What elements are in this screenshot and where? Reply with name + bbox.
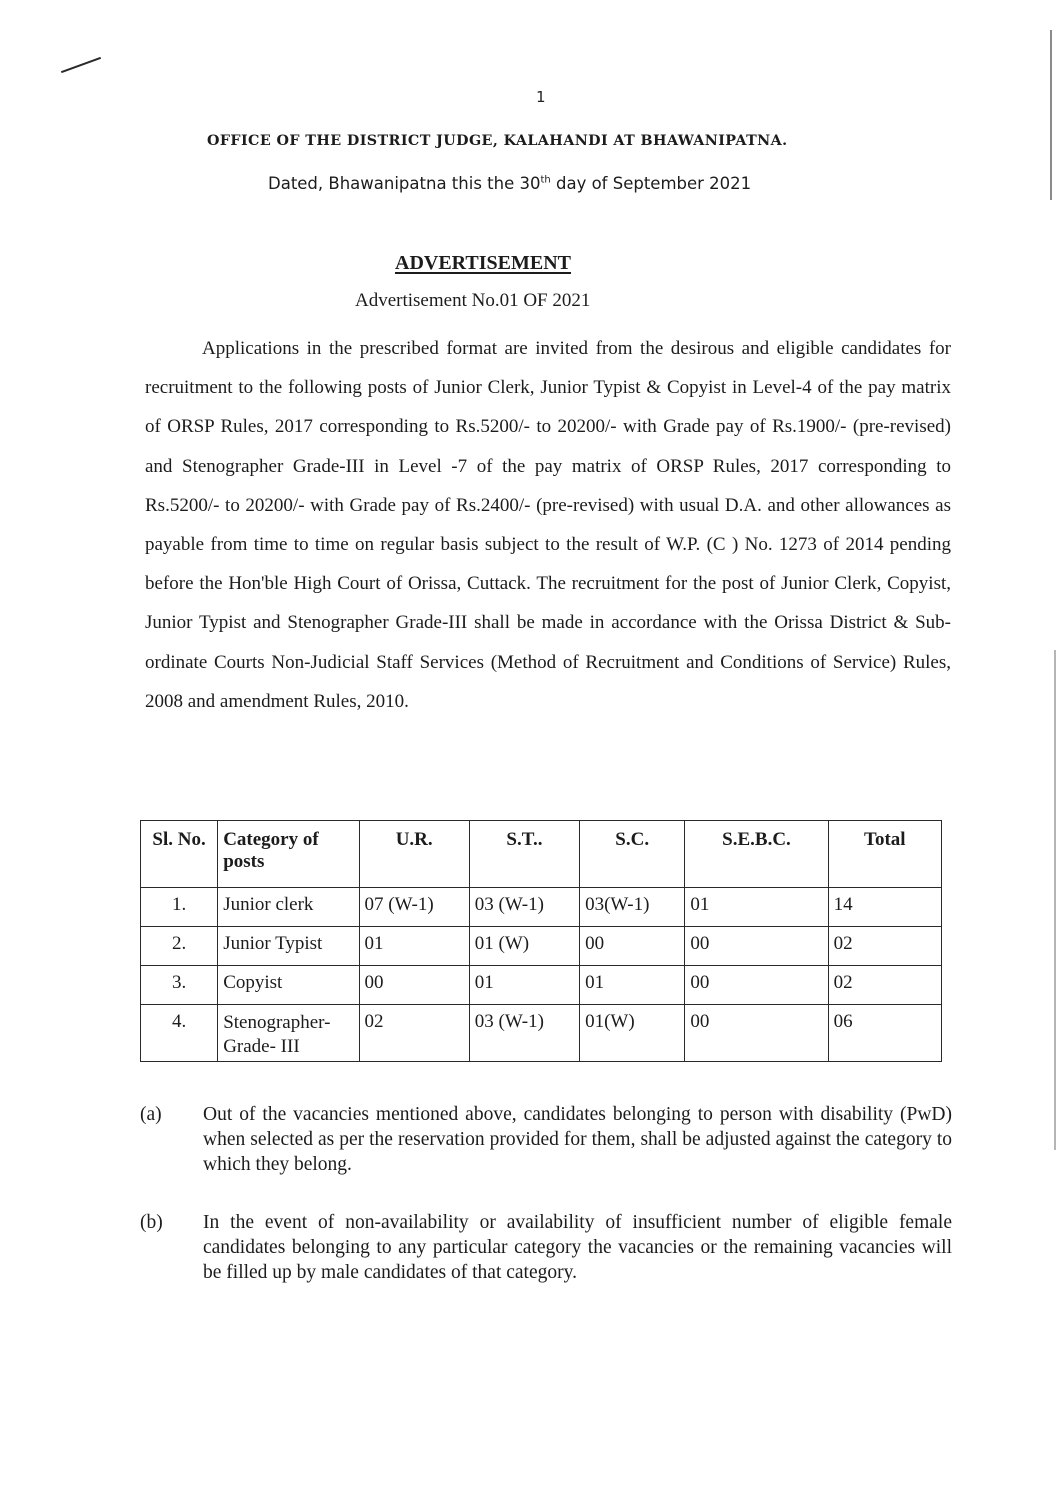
cell-st: 01 (W) xyxy=(469,927,579,966)
header-sc: S.C. xyxy=(580,821,685,888)
table-row xyxy=(141,966,942,1005)
scan-stroke-mark xyxy=(61,57,101,73)
cell-sc: 01 xyxy=(580,966,685,1005)
cell-total: 06 xyxy=(828,1005,941,1062)
table-row xyxy=(141,927,942,966)
cell-total: 02 xyxy=(828,927,941,966)
header-ur: U.R. xyxy=(359,821,469,888)
cell-sc: 03(W-1) xyxy=(580,888,685,927)
cell-category: Junior clerk xyxy=(218,888,359,927)
page-number: 1 xyxy=(536,88,546,106)
cell-sc: 01(W) xyxy=(580,1005,685,1062)
note-b xyxy=(140,1210,952,1290)
note-text: In the event of non-availability or availability of insufficient number of eligible female candidates belonging to any particular category the vacancies or the remaining vacancies will be filled up by male candidates of that category. xyxy=(203,1212,952,1283)
office-heading: OFFICE OF THE DISTRICT JUDGE, KALAHANDI AT BHAWANIPATNA. xyxy=(207,133,788,149)
right-edge-scan-line-lower xyxy=(1054,650,1056,1150)
cell-category: Copyist xyxy=(218,966,359,1005)
note-marker: (b) xyxy=(140,1212,163,1233)
cell-st: 03 (W-1) xyxy=(469,888,579,927)
header-sebc: S.E.B.C. xyxy=(685,821,828,888)
cell-sebc: 00 xyxy=(685,927,828,966)
cell-st: 01 xyxy=(469,966,579,1005)
cell-sl: 1. xyxy=(141,888,218,927)
advertisement-heading: ADVERTISEMENT xyxy=(395,252,571,274)
note-marker: (a) xyxy=(140,1104,162,1125)
cell-st: 03 (W-1) xyxy=(469,1005,579,1062)
cell-category: Stenographer- Grade- III xyxy=(218,1005,359,1062)
cell-sebc: 00 xyxy=(685,966,828,1005)
cell-sebc: 01 xyxy=(685,888,828,927)
cell-total: 14 xyxy=(828,888,941,927)
table-row xyxy=(141,1005,942,1062)
table-row xyxy=(141,888,942,927)
cell-sc: 00 xyxy=(580,927,685,966)
cell-sl: 4. xyxy=(141,1005,218,1062)
dated-line xyxy=(268,174,751,193)
cell-total: 02 xyxy=(828,966,941,1005)
cell-sl: 2. xyxy=(141,927,218,966)
advertisement-body: Applications in the prescribed format are invited from the desirous and eligible candidates for recruitment to the following posts of Junior Clerk, Junior Typist & Copyist in Level-4 of the pay matrix of ORSP Rules, 2017 corresponding to Rs.5200/- to 20200/- with Grade pay of Rs.1900/- (pre-revised) and Stenographer Grade-III in Level -7 of the pay matrix of ORSP Rules, 2017 corresponding to Rs.5200/- to 20200/- with Grade pay of Rs.2400/- (pre-revised) with usual D.A. and other allowances as payable from time to time on regular basis subject to the result of W.P. (C ) No. 1273 of 2014 pending before the Hon'ble High Court of Orissa, Cuttack. The recruitment for the post of Junior Clerk, Copyist, Junior Typist and Stenographer Grade-III shall be made in accordance with the Orissa District & Sub-ordinate Courts Non-Judicial Staff Services (Method of Recruitment and Conditions of Service) Rules, 2008 and amendment Rules, 2010. xyxy=(145,338,951,712)
cell-sl: 3. xyxy=(141,966,218,1005)
header-sl-no: Sl. No. xyxy=(141,821,218,888)
advertisement-number: Advertisement No.01 OF 2021 xyxy=(355,290,591,311)
dated-suffix: day of September 2021 xyxy=(550,174,752,193)
vacancy-table xyxy=(140,820,942,1062)
header-st: S.T.. xyxy=(469,821,579,888)
cell-category: Junior Typist xyxy=(218,927,359,966)
header-category: Category of posts xyxy=(218,821,359,888)
note-a xyxy=(140,1102,952,1182)
right-edge-scan-line xyxy=(1050,30,1052,200)
table-header-row xyxy=(141,821,942,888)
cell-ur: 07 (W-1) xyxy=(359,888,469,927)
cell-ur: 01 xyxy=(359,927,469,966)
cell-ur: 02 xyxy=(359,1005,469,1062)
cell-sebc: 00 xyxy=(685,1005,828,1062)
dated-superscript: th xyxy=(540,174,551,186)
header-total: Total xyxy=(828,821,941,888)
cell-ur: 00 xyxy=(359,966,469,1005)
note-text: Out of the vacancies mentioned above, candidates belonging to person with disability (PwD) when selected as per the reservation provided for them, shall be adjusted against the category to which they belong. xyxy=(203,1104,952,1175)
dated-prefix: Dated, Bhawanipatna this the 30 xyxy=(268,174,541,193)
